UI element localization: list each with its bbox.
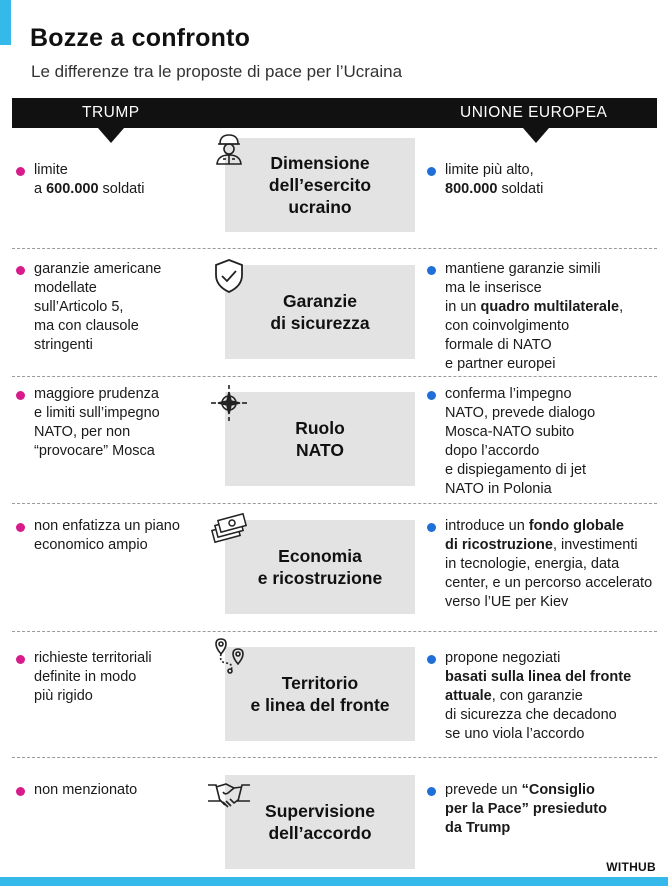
eu-point-economy: introduce un fondo globale di ricostruzione, investimenti in tecnologie, energia, data center, e un percorso accelerato verso l’UE per Kiev [445, 518, 653, 610]
bullet-dot [16, 266, 25, 275]
brand-logo: WITHUB [606, 860, 656, 874]
arrow-down-left-icon [98, 128, 124, 143]
bullet-dot [16, 167, 25, 176]
arrow-down-right-icon [523, 128, 549, 143]
column-header-trump: TRUMP [82, 104, 140, 121]
money-stack-icon [209, 509, 249, 549]
trump-point-army: limite a 600.000 soldati [34, 162, 145, 197]
topic-box-territory: Territorio e linea del fronte [225, 647, 415, 741]
topic-box-security: Garanzie di sicurezza [225, 265, 415, 359]
bottom-accent-bar [0, 877, 668, 886]
trump-point-supervision: non menzionato [34, 782, 138, 798]
topic-box-nato: Ruolo NATO [225, 392, 415, 486]
topic-box-supervision: Supervisione dell’accordo [225, 775, 415, 869]
row-separator [12, 503, 657, 504]
topic-box-army: Dimensione dell’esercito ucraino [225, 138, 415, 232]
page-title: Bozze a confronto [30, 24, 251, 52]
eu-point-supervision: prevede un “Consiglio per la Pace” presieduto da Trump [445, 782, 607, 836]
nato-compass-icon [209, 383, 249, 423]
eu-point-territory: propone negoziati basati sulla linea del fronte attuale, con garanzie di sicurezza che decadono se uno viola l’accordo [445, 650, 632, 742]
eu-point-nato: conferma l’impegno NATO, prevede dialogo Mosca-NATO subito dopo l’accordo e dispiegamento di jet NATO in Polonia [445, 386, 596, 497]
bullet-dot [16, 391, 25, 400]
column-header-eu: UNIONE EUROPEA [460, 104, 608, 121]
bullet-dot [427, 167, 436, 176]
bullet-dot [427, 655, 436, 664]
eu-point-security: mantiene garanzie simili ma le inserisce in un quadro multilaterale, con coinvolgimento formale di NATO e partner europei [445, 261, 624, 372]
page-subtitle: Le differenze tra le proposte di pace per l’Ucraina [31, 62, 403, 81]
row-separator [12, 757, 657, 758]
bullet-dot [16, 523, 25, 532]
row-separator [12, 631, 657, 632]
shield-check-icon [209, 256, 249, 296]
bullet-dot [16, 655, 25, 664]
row-separator [12, 248, 657, 249]
row-separator [12, 376, 657, 377]
bullet-dot [16, 787, 25, 796]
trump-point-security: garanzie americane modellate sull’Articolo 5, ma con clausole stringenti [34, 261, 162, 353]
bullet-dot [427, 787, 436, 796]
topic-box-economy: Economia e ricostruzione [225, 520, 415, 614]
bullet-dot [427, 266, 436, 275]
soldier-icon [209, 130, 249, 170]
trump-point-nato: maggiore prudenza e limiti sull’impegno NATO, per non “provocare” Mosca [34, 386, 160, 459]
accent-bar [0, 0, 11, 45]
bullet-dot [427, 523, 436, 532]
map-pins-icon [209, 635, 249, 675]
bullet-dot [427, 391, 436, 400]
trump-point-territory: richieste territoriali definite in modo più rigido [34, 650, 152, 704]
trump-point-economy: non enfatizza un piano economico ampio [34, 518, 180, 553]
eu-point-army: limite più alto, 800.000 soldati [445, 162, 544, 197]
